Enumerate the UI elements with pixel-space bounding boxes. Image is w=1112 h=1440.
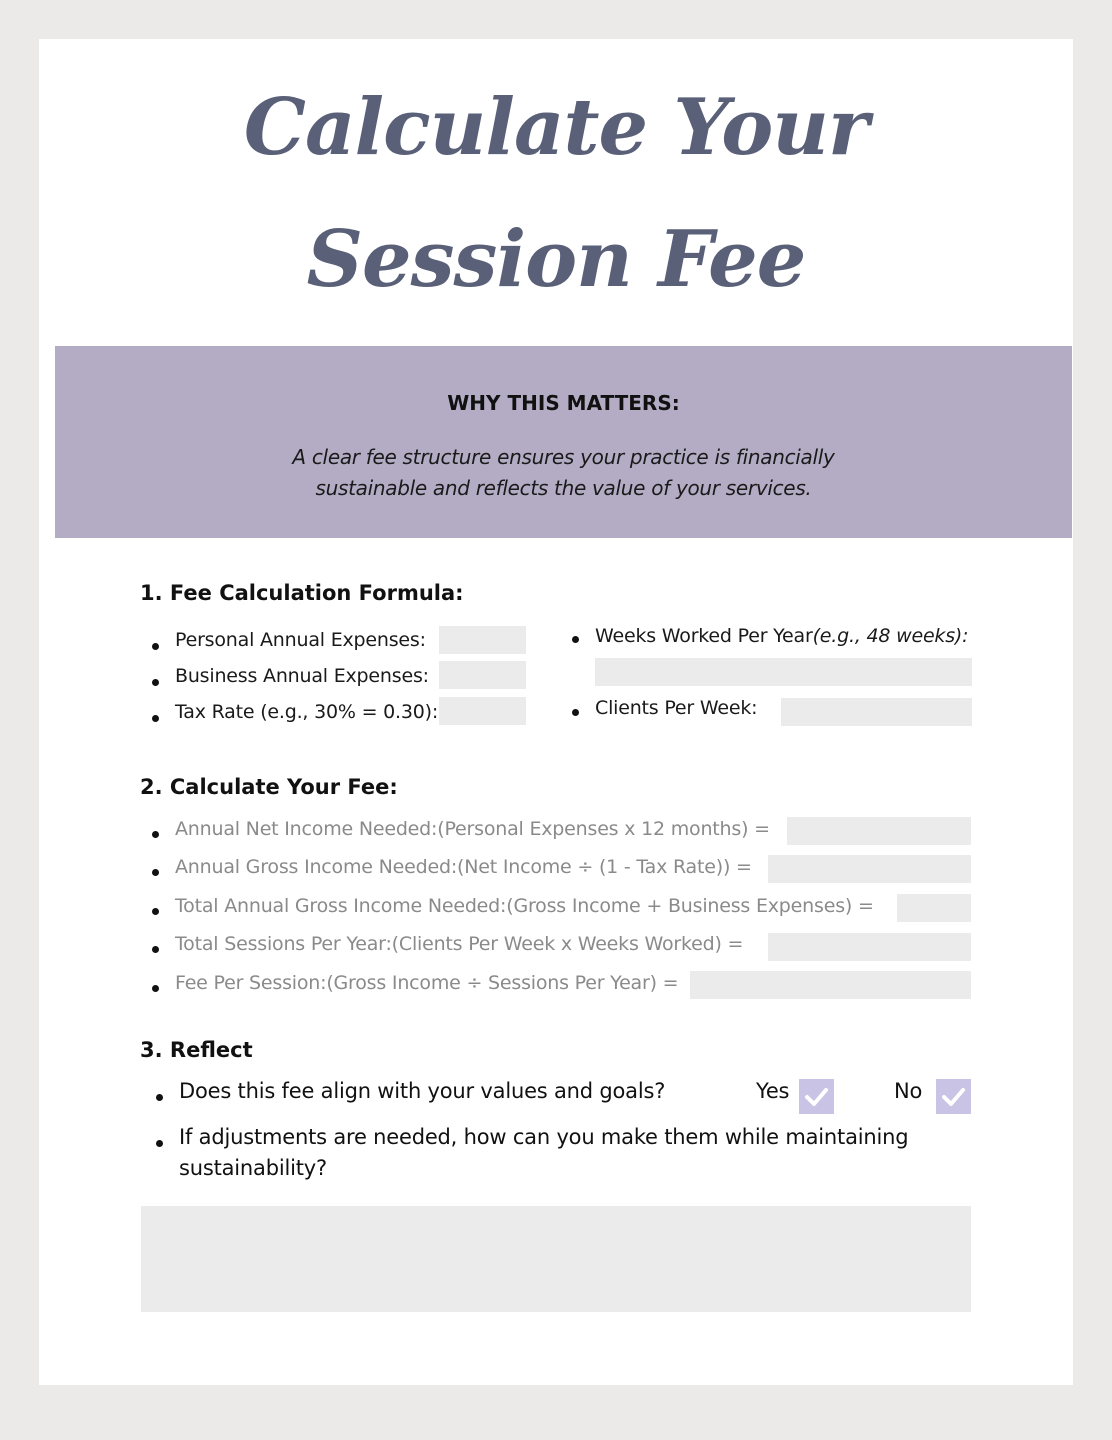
bullet xyxy=(152,869,159,876)
yes-checkbox[interactable] xyxy=(799,1079,834,1114)
adjustments-answer-textarea[interactable] xyxy=(141,1206,971,1312)
business-expenses-input[interactable] xyxy=(439,661,526,689)
section-3-heading: 3. Reflect xyxy=(140,1038,253,1062)
bullet xyxy=(152,908,159,915)
weeks-worked-input[interactable] xyxy=(595,658,972,686)
no-label: No xyxy=(894,1079,923,1103)
gross-income-label: Annual Gross Income Needed:(Net Income ÷ (1 - Tax Rate)) = xyxy=(175,856,752,878)
clients-per-week-label: Clients Per Week: xyxy=(595,697,758,719)
section-2-heading: 2. Calculate Your Fee: xyxy=(140,775,398,799)
bullet xyxy=(152,946,159,953)
banner-text xyxy=(55,442,1072,504)
bullet xyxy=(152,715,159,722)
values-alignment-question: Does this fee align with your values and goals? xyxy=(179,1079,666,1103)
section-1-heading: 1. Fee Calculation Formula: xyxy=(140,581,464,605)
gross-income-input[interactable] xyxy=(768,855,971,883)
banner-text-line-1: A clear fee structure ensures your practice is financially xyxy=(292,445,835,469)
checkmark-icon xyxy=(799,1079,834,1114)
page-title-line-2: Session Fee xyxy=(306,214,806,305)
sessions-per-year-input[interactable] xyxy=(768,933,971,961)
net-income-input[interactable] xyxy=(787,817,971,845)
bullet xyxy=(152,831,159,838)
bullet xyxy=(152,643,159,650)
weeks-worked-label-text: Weeks Worked Per Year xyxy=(595,625,813,647)
personal-expenses-input[interactable] xyxy=(439,626,526,654)
bullet xyxy=(152,679,159,686)
no-checkbox[interactable] xyxy=(936,1079,971,1114)
business-expenses-label: Business Annual Expenses: xyxy=(175,665,429,687)
clients-per-week-input[interactable] xyxy=(781,698,972,726)
fee-per-session-input[interactable] xyxy=(690,971,971,999)
yes-label: Yes xyxy=(756,1079,790,1103)
banner-heading: WHY THIS MATTERS: xyxy=(447,391,680,415)
weeks-worked-label xyxy=(595,625,968,647)
bullet xyxy=(156,1094,163,1101)
bullet xyxy=(572,709,579,716)
personal-expenses-label: Personal Annual Expenses: xyxy=(175,629,426,651)
why-this-matters-banner xyxy=(55,346,1072,538)
bullet xyxy=(572,636,579,643)
adjustments-question-line-1: If adjustments are needed, how can you make them while maintaining xyxy=(179,1125,909,1149)
total-gross-income-label: Total Annual Gross Income Needed:(Gross Income + Business Expenses) = xyxy=(175,895,874,917)
sessions-per-year-label: Total Sessions Per Year:(Clients Per Week x Weeks Worked) = xyxy=(175,933,744,955)
bullet xyxy=(156,1140,163,1147)
weeks-worked-hint: (e.g., 48 weeks): xyxy=(812,625,969,647)
banner-text-line-2: sustainable and reflects the value of your services. xyxy=(315,476,812,500)
adjustments-question-line-2: sustainability? xyxy=(179,1156,327,1180)
worksheet-page xyxy=(39,39,1073,1385)
total-gross-income-input[interactable] xyxy=(897,894,971,922)
page-title-line-1: Calculate Your xyxy=(243,82,869,173)
fee-per-session-label: Fee Per Session:(Gross Income ÷ Sessions Per Year) = xyxy=(175,972,679,994)
net-income-label: Annual Net Income Needed:(Personal Expenses x 12 months) = xyxy=(175,818,770,840)
tax-rate-label: Tax Rate (e.g., 30% = 0.30): xyxy=(175,701,439,723)
tax-rate-input[interactable] xyxy=(439,697,526,725)
bullet xyxy=(152,985,159,992)
checkmark-icon xyxy=(936,1079,971,1114)
